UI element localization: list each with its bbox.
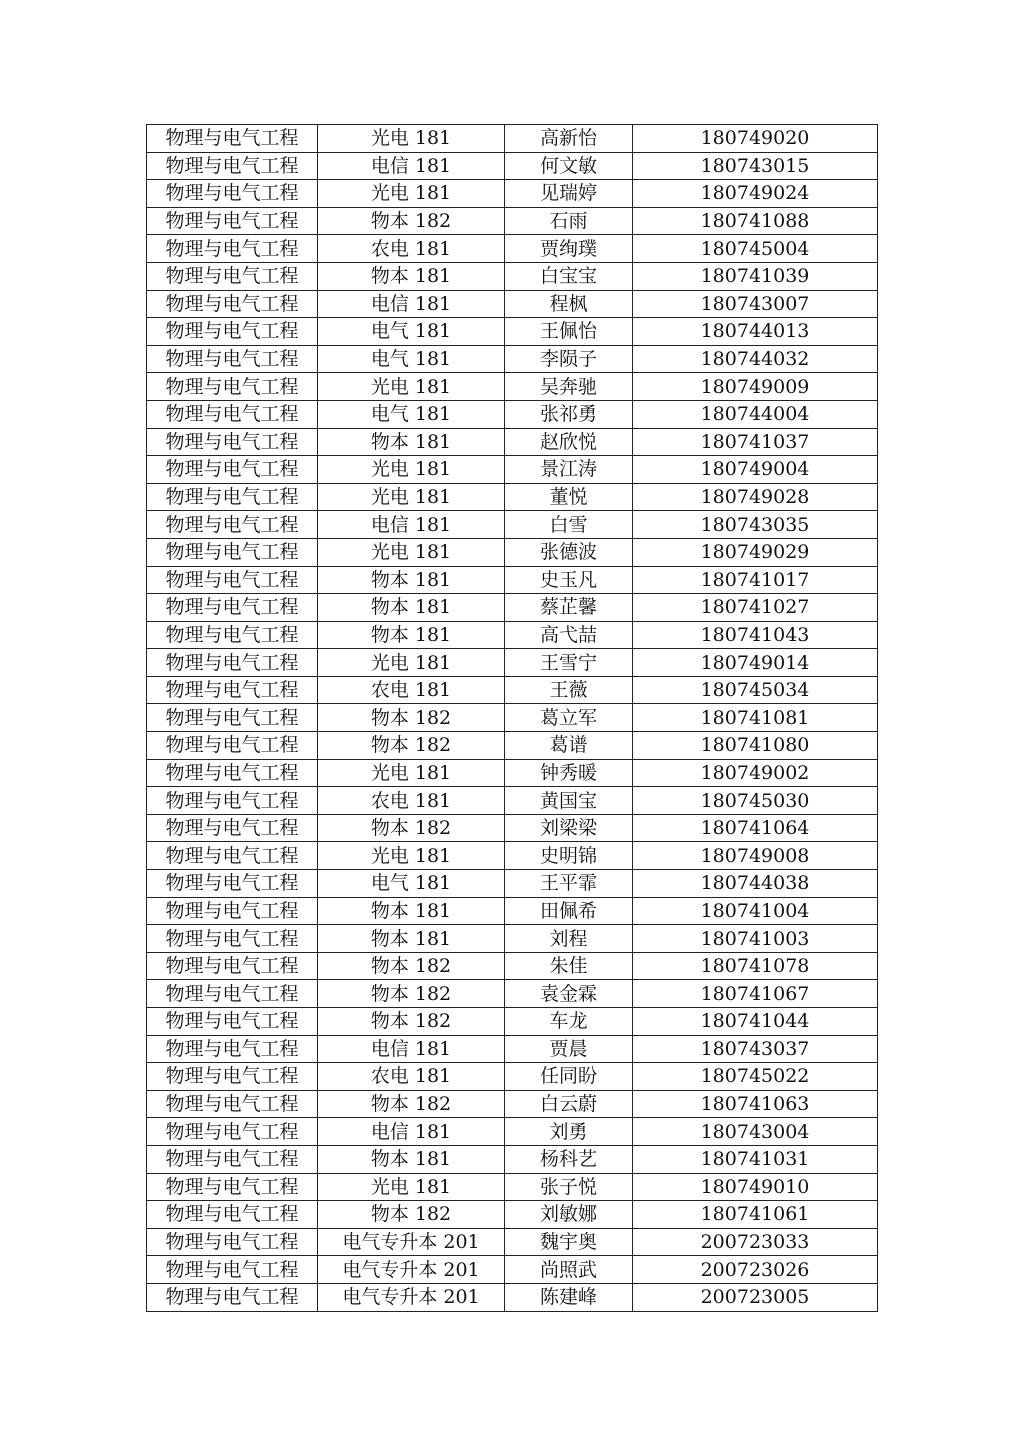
table-row: [147, 235, 878, 263]
class-cell: 电气 181: [318, 318, 505, 346]
student-name-cell: 刘勇: [505, 1118, 633, 1146]
class-cell: 物本 181: [318, 897, 505, 925]
table-row: [147, 704, 878, 732]
college-cell: 物理与电气工程: [147, 1228, 318, 1256]
table-row: [147, 262, 878, 290]
college-cell: 物理与电气工程: [147, 1256, 318, 1284]
student-name-cell: 程枫: [505, 290, 633, 318]
student-id-cell: 180741027: [633, 594, 878, 622]
student-id-cell: 180749004: [633, 456, 878, 484]
student-id-cell: 180749028: [633, 483, 878, 511]
college-cell: 物理与电气工程: [147, 897, 318, 925]
table-row: [147, 594, 878, 622]
student-id-cell: 180741031: [633, 1145, 878, 1173]
class-cell: 光电 181: [318, 483, 505, 511]
table-row: [147, 152, 878, 180]
student-name-cell: 张德波: [505, 538, 633, 566]
table-row: [147, 456, 878, 484]
student-id-cell: 180745034: [633, 676, 878, 704]
student-id-cell: 180741061: [633, 1201, 878, 1229]
class-cell: 物本 181: [318, 925, 505, 953]
class-cell: 光电 181: [318, 180, 505, 208]
student-name-cell: 刘敏娜: [505, 1201, 633, 1229]
student-name-cell: 贾晨: [505, 1035, 633, 1063]
student-id-cell: 180749009: [633, 373, 878, 401]
college-cell: 物理与电气工程: [147, 1090, 318, 1118]
table-row: [147, 290, 878, 318]
student-id-cell: 180749002: [633, 759, 878, 787]
college-cell: 物理与电气工程: [147, 262, 318, 290]
table-row: [147, 1063, 878, 1091]
table-row: [147, 1090, 878, 1118]
college-cell: 物理与电气工程: [147, 483, 318, 511]
college-cell: 物理与电气工程: [147, 759, 318, 787]
student-id-cell: 180741043: [633, 621, 878, 649]
student-id-cell: 180749008: [633, 842, 878, 870]
college-cell: 物理与电气工程: [147, 152, 318, 180]
student-id-cell: 180745030: [633, 787, 878, 815]
college-cell: 物理与电气工程: [147, 207, 318, 235]
class-cell: 农电 181: [318, 235, 505, 263]
college-cell: 物理与电气工程: [147, 235, 318, 263]
college-cell: 物理与电气工程: [147, 676, 318, 704]
college-cell: 物理与电气工程: [147, 621, 318, 649]
student-name-cell: 白云蔚: [505, 1090, 633, 1118]
table-row: [147, 207, 878, 235]
table-row: [147, 649, 878, 677]
class-cell: 电气专升本 201: [318, 1256, 505, 1284]
college-cell: 物理与电气工程: [147, 1173, 318, 1201]
table-row: [147, 676, 878, 704]
table-row: [147, 400, 878, 428]
college-cell: 物理与电气工程: [147, 1035, 318, 1063]
table-row: [147, 428, 878, 456]
student-roster-table: [146, 124, 878, 1312]
table-row: [147, 1118, 878, 1146]
student-id-cell: 200723033: [633, 1228, 878, 1256]
student-name-cell: 赵欣悦: [505, 428, 633, 456]
class-cell: 农电 181: [318, 1063, 505, 1091]
class-cell: 农电 181: [318, 787, 505, 815]
class-cell: 光电 181: [318, 538, 505, 566]
student-id-cell: 180743004: [633, 1118, 878, 1146]
student-name-cell: 葛谱: [505, 732, 633, 760]
college-cell: 物理与电气工程: [147, 952, 318, 980]
table-row: [147, 732, 878, 760]
college-cell: 物理与电气工程: [147, 787, 318, 815]
class-cell: 电气 181: [318, 400, 505, 428]
student-name-cell: 魏宇奥: [505, 1228, 633, 1256]
class-cell: 光电 181: [318, 1173, 505, 1201]
class-cell: 物本 182: [318, 732, 505, 760]
student-name-cell: 刘程: [505, 925, 633, 953]
class-cell: 光电 181: [318, 456, 505, 484]
student-id-cell: 180741081: [633, 704, 878, 732]
college-cell: 物理与电气工程: [147, 345, 318, 373]
class-cell: 物本 181: [318, 262, 505, 290]
college-cell: 物理与电气工程: [147, 566, 318, 594]
college-cell: 物理与电气工程: [147, 842, 318, 870]
college-cell: 物理与电气工程: [147, 1201, 318, 1229]
college-cell: 物理与电气工程: [147, 1283, 318, 1311]
table-row: [147, 870, 878, 898]
student-id-cell: 180741088: [633, 207, 878, 235]
student-id-cell: 180741064: [633, 814, 878, 842]
table-row: [147, 1173, 878, 1201]
college-cell: 物理与电气工程: [147, 511, 318, 539]
table-row: [147, 1035, 878, 1063]
class-cell: 电信 181: [318, 1035, 505, 1063]
student-id-cell: 180744013: [633, 318, 878, 346]
college-cell: 物理与电气工程: [147, 180, 318, 208]
student-id-cell: 180744032: [633, 345, 878, 373]
student-name-cell: 史明锦: [505, 842, 633, 870]
student-id-cell: 180749014: [633, 649, 878, 677]
table-row: [147, 1008, 878, 1036]
table-row: [147, 538, 878, 566]
student-name-cell: 刘梁梁: [505, 814, 633, 842]
student-id-cell: 180749029: [633, 538, 878, 566]
student-name-cell: 王雪宁: [505, 649, 633, 677]
student-name-cell: 王平霏: [505, 870, 633, 898]
table-row: [147, 1145, 878, 1173]
college-cell: 物理与电气工程: [147, 125, 318, 153]
table-row: [147, 511, 878, 539]
class-cell: 物本 181: [318, 566, 505, 594]
student-id-cell: 180744004: [633, 400, 878, 428]
student-name-cell: 史玉凡: [505, 566, 633, 594]
student-id-cell: 180741078: [633, 952, 878, 980]
class-cell: 电气 181: [318, 870, 505, 898]
college-cell: 物理与电气工程: [147, 1145, 318, 1173]
student-name-cell: 王佩怡: [505, 318, 633, 346]
student-id-cell: 180741067: [633, 980, 878, 1008]
table-row: [147, 1201, 878, 1229]
class-cell: 光电 181: [318, 649, 505, 677]
table-row: [147, 1228, 878, 1256]
college-cell: 物理与电气工程: [147, 373, 318, 401]
student-id-cell: 180744038: [633, 870, 878, 898]
class-cell: 光电 181: [318, 373, 505, 401]
student-id-cell: 200723005: [633, 1283, 878, 1311]
student-id-cell: 180741004: [633, 897, 878, 925]
student-id-cell: 180749024: [633, 180, 878, 208]
student-name-cell: 尚照武: [505, 1256, 633, 1284]
student-name-cell: 陈建峰: [505, 1283, 633, 1311]
student-name-cell: 袁金霖: [505, 980, 633, 1008]
class-cell: 电信 181: [318, 290, 505, 318]
college-cell: 物理与电气工程: [147, 925, 318, 953]
table-row: [147, 125, 878, 153]
college-cell: 物理与电气工程: [147, 456, 318, 484]
table-row: [147, 814, 878, 842]
table-row: [147, 925, 878, 953]
table-row: [147, 897, 878, 925]
student-id-cell: 180741044: [633, 1008, 878, 1036]
student-name-cell: 白雪: [505, 511, 633, 539]
student-id-cell: 180741017: [633, 566, 878, 594]
table-row: [147, 345, 878, 373]
student-name-cell: 钟秀暖: [505, 759, 633, 787]
college-cell: 物理与电气工程: [147, 980, 318, 1008]
student-id-cell: 180749020: [633, 125, 878, 153]
class-cell: 物本 182: [318, 1201, 505, 1229]
college-cell: 物理与电气工程: [147, 1008, 318, 1036]
class-cell: 光电 181: [318, 125, 505, 153]
table-row: [147, 180, 878, 208]
table-row: [147, 373, 878, 401]
college-cell: 物理与电气工程: [147, 814, 318, 842]
class-cell: 光电 181: [318, 759, 505, 787]
student-name-cell: 董悦: [505, 483, 633, 511]
student-name-cell: 任同盼: [505, 1063, 633, 1091]
class-cell: 电气专升本 201: [318, 1228, 505, 1256]
class-cell: 物本 182: [318, 814, 505, 842]
student-name-cell: 景江涛: [505, 456, 633, 484]
class-cell: 物本 181: [318, 621, 505, 649]
class-cell: 物本 182: [318, 1008, 505, 1036]
college-cell: 物理与电气工程: [147, 538, 318, 566]
student-id-cell: 180745022: [633, 1063, 878, 1091]
class-cell: 物本 182: [318, 704, 505, 732]
class-cell: 光电 181: [318, 842, 505, 870]
college-cell: 物理与电气工程: [147, 290, 318, 318]
college-cell: 物理与电气工程: [147, 870, 318, 898]
student-name-cell: 高弋喆: [505, 621, 633, 649]
class-cell: 物本 181: [318, 1145, 505, 1173]
class-cell: 农电 181: [318, 676, 505, 704]
class-cell: 物本 181: [318, 428, 505, 456]
college-cell: 物理与电气工程: [147, 400, 318, 428]
table-row: [147, 787, 878, 815]
student-name-cell: 何文敏: [505, 152, 633, 180]
student-name-cell: 朱佳: [505, 952, 633, 980]
student-name-cell: 田佩希: [505, 897, 633, 925]
table-row: [147, 1256, 878, 1284]
class-cell: 电信 181: [318, 1118, 505, 1146]
student-id-cell: 180741039: [633, 262, 878, 290]
college-cell: 物理与电气工程: [147, 594, 318, 622]
table-row: [147, 842, 878, 870]
college-cell: 物理与电气工程: [147, 318, 318, 346]
student-id-cell: 180741080: [633, 732, 878, 760]
student-id-cell: 180743007: [633, 290, 878, 318]
student-id-cell: 180741063: [633, 1090, 878, 1118]
table-row: [147, 952, 878, 980]
class-cell: 电气 181: [318, 345, 505, 373]
college-cell: 物理与电气工程: [147, 732, 318, 760]
table-row: [147, 621, 878, 649]
table-row: [147, 483, 878, 511]
college-cell: 物理与电气工程: [147, 1063, 318, 1091]
table-row: [147, 980, 878, 1008]
student-id-cell: 180749010: [633, 1173, 878, 1201]
table-row: [147, 566, 878, 594]
table-row: [147, 759, 878, 787]
student-name-cell: 杨科艺: [505, 1145, 633, 1173]
student-id-cell: 180741037: [633, 428, 878, 456]
table-row: [147, 318, 878, 346]
class-cell: 物本 182: [318, 980, 505, 1008]
class-cell: 物本 182: [318, 207, 505, 235]
student-name-cell: 黄国宝: [505, 787, 633, 815]
student-name-cell: 葛立军: [505, 704, 633, 732]
student-name-cell: 见瑞婷: [505, 180, 633, 208]
college-cell: 物理与电气工程: [147, 649, 318, 677]
student-name-cell: 张祁勇: [505, 400, 633, 428]
student-id-cell: 200723026: [633, 1256, 878, 1284]
student-id-cell: 180743015: [633, 152, 878, 180]
class-cell: 电信 181: [318, 152, 505, 180]
student-id-cell: 180741003: [633, 925, 878, 953]
student-id-cell: 180743035: [633, 511, 878, 539]
class-cell: 物本 182: [318, 1090, 505, 1118]
class-cell: 电信 181: [318, 511, 505, 539]
class-cell: 物本 182: [318, 952, 505, 980]
student-name-cell: 李陨子: [505, 345, 633, 373]
table-row: [147, 1283, 878, 1311]
class-cell: 电气专升本 201: [318, 1283, 505, 1311]
student-name-cell: 高新怡: [505, 125, 633, 153]
student-name-cell: 石雨: [505, 207, 633, 235]
college-cell: 物理与电气工程: [147, 1118, 318, 1146]
student-id-cell: 180745004: [633, 235, 878, 263]
class-cell: 物本 181: [318, 594, 505, 622]
student-name-cell: 张子悦: [505, 1173, 633, 1201]
student-name-cell: 白宝宝: [505, 262, 633, 290]
student-name-cell: 贾绚璞: [505, 235, 633, 263]
college-cell: 物理与电气工程: [147, 704, 318, 732]
roster-table-body: [147, 125, 878, 1312]
student-name-cell: 王薇: [505, 676, 633, 704]
student-id-cell: 180743037: [633, 1035, 878, 1063]
student-name-cell: 车龙: [505, 1008, 633, 1036]
student-name-cell: 蔡芷馨: [505, 594, 633, 622]
college-cell: 物理与电气工程: [147, 428, 318, 456]
student-name-cell: 吴奔驰: [505, 373, 633, 401]
